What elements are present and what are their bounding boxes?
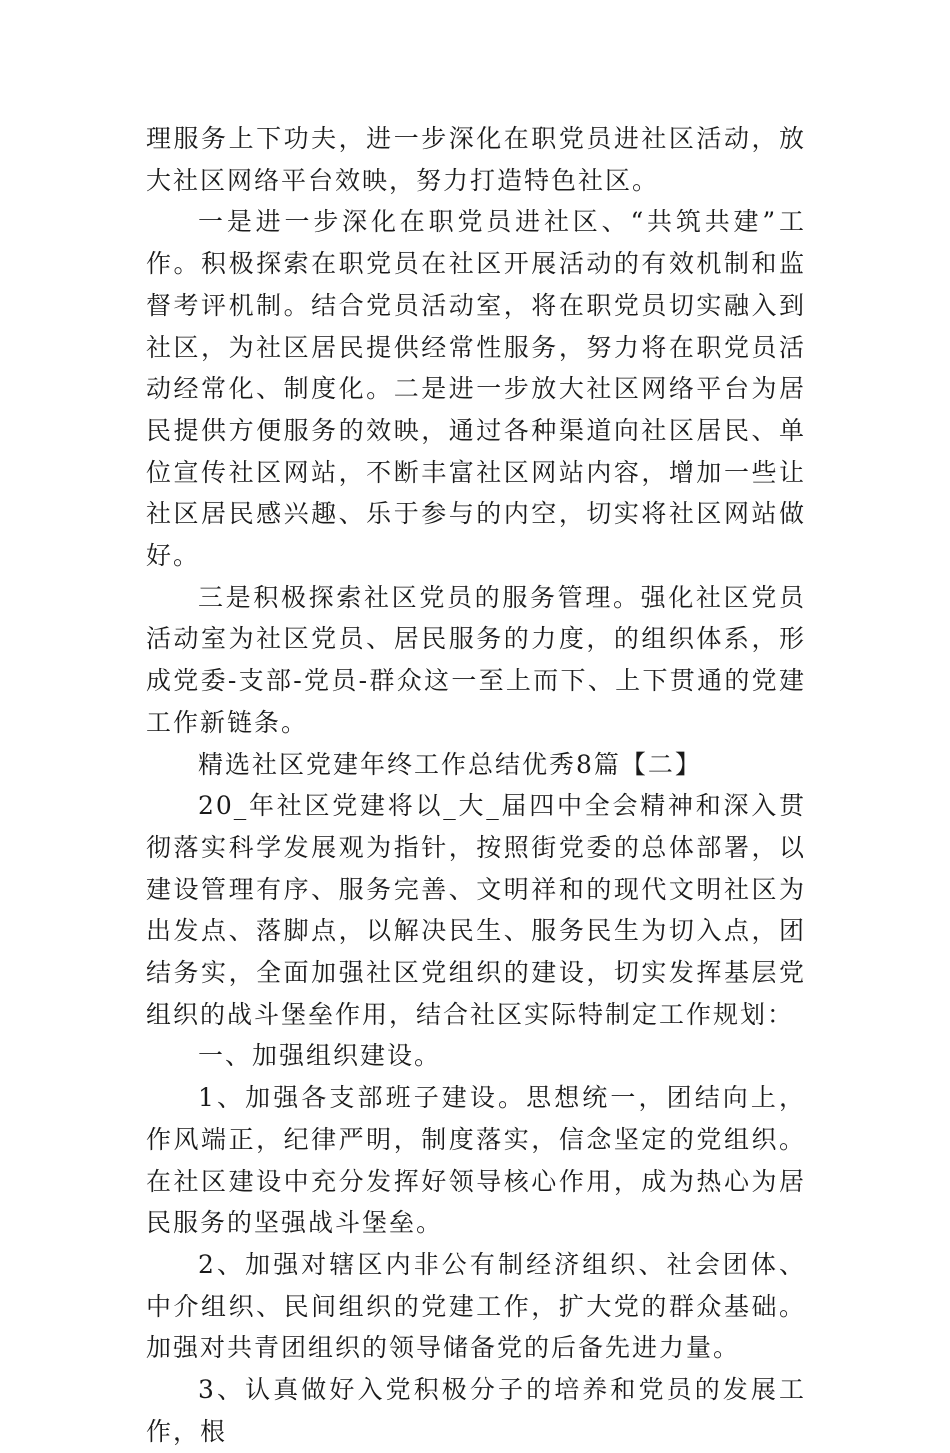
paragraph-item-1: 1、加强各支部班子建设。思想统一，团结向上，作风端正，纪律严明，制度落实，信念坚定的党组织。在社区建设中充分发挥好领导核心作用，成为热心为居民服务的坚强战斗堡垒。 bbox=[146, 1083, 806, 1238]
paragraph-item-2: 2、加强对辖区内非公有制经济组织、社会团体、中介组织、民间组织的党建工作，扩大党的群众基础。加强对共青团组织的领导储备党的后备先进力量。 bbox=[146, 1249, 806, 1363]
paragraph-intro: 20_年社区党建将以_大_届四中全会精神和深入贯彻落实科学发展观为指针，按照街党委的总体部署，以建设管理有序、服务完善、文明祥和的现代文明社区为出发点、落脚点，以解决民生、服务民生为切入点，团结务实，全面加强社区党组织的建设，切实发挥基层党组织的战斗堡垒作用，结合社区实际特制定工作规划： bbox=[146, 791, 806, 1029]
paragraph-item-3: 3、认真做好入党积极分子的培养和党员的发展工作，根 bbox=[146, 1375, 806, 1446]
section-heading: 精选社区党建年终工作总结优秀8篇【二】 bbox=[198, 749, 702, 779]
document-body bbox=[146, 118, 806, 1453]
paragraph-continuation: 理服务上下功夫，进一步深化在职党员进社区活动，放大社区网络平台效映，努力打造特色社区。 bbox=[146, 124, 806, 195]
paragraph-point-one-two: 一是进一步深化在职党员进社区、“共筑共建”工作。积极探索在职党员在社区开展活动的有效机制和监督考评机制。结合党员活动室，将在职党员切实融入到社区，为社区居民提供经常性服务，努力将在职党员活动经常化、制度化。二是进一步放大社区网络平台为居民提供方便服务的效映，通过各种渠道向社区居民、单位宣传社区网站，不断丰富社区网站内容，增加一些让社区居民感兴趣、乐于参与的内空，切实将社区网站做好。 bbox=[146, 207, 806, 571]
subheading-organization: 一、加强组织建设。 bbox=[198, 1041, 442, 1071]
paragraph-point-three: 三是积极探索社区党员的服务管理。强化社区党员活动室为社区党员、居民服务的力度，的组织体系，形成党委-支部-党员-群众这一至上而下、上下贯通的党建工作新链条。 bbox=[146, 582, 806, 737]
